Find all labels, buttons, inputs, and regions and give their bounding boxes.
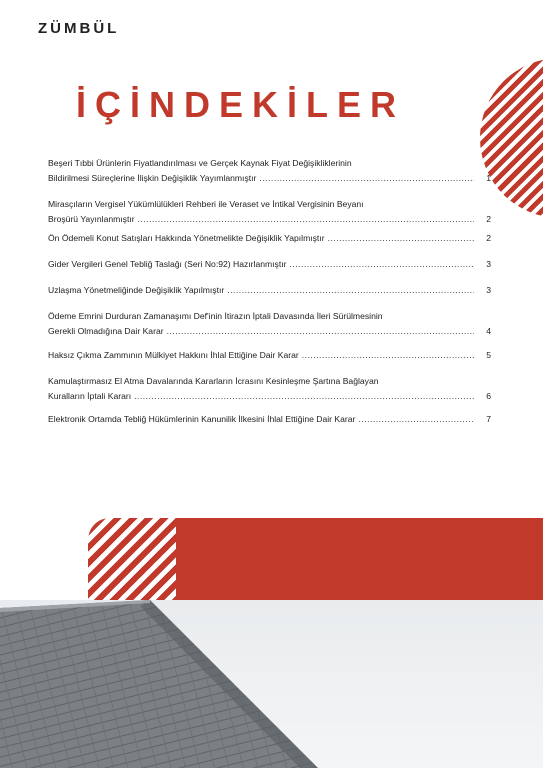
toc-page-number: 2 xyxy=(486,233,491,243)
toc-entry-title: Uzlaşma Yönetmeliğinde Değişiklik Yapılmıştır xyxy=(48,285,225,295)
striped-decoration xyxy=(88,518,178,602)
toc-entry[interactable] xyxy=(48,412,491,427)
toc-entry[interactable] xyxy=(48,197,491,227)
toc-entry-title: Ön Ödemeli Konut Satışları Hakkında Yönetmelikte Değişiklik Yapılmıştır xyxy=(48,233,325,243)
decorative-band xyxy=(88,518,543,602)
leader-dots xyxy=(290,257,475,272)
building-illustration xyxy=(0,600,543,768)
leader-dots xyxy=(259,171,474,186)
toc-page-number: 7 xyxy=(486,414,491,424)
toc-entry-title-line2: Bildirilmesi Süreçlerine İlişkin Değişiklik Yayımlanmıştır xyxy=(48,173,257,183)
toc-entry-title-line2: Gerekli Olmadığına Dair Karar xyxy=(48,326,164,336)
toc-entry-title-line2: Broşürü Yayınlanmıştır xyxy=(48,214,135,224)
toc-page-number: 5 xyxy=(486,350,491,360)
toc-entry[interactable] xyxy=(48,156,491,186)
leader-dots xyxy=(138,212,474,227)
toc-entry-title-line1: Beşeri Tıbbi Ürünlerin Fiyatlandırılması ve Gerçek Kaynak Fiyat Değişikliklerinin xyxy=(48,158,352,168)
toc-page-number: 6 xyxy=(486,391,491,401)
toc-page-number: 3 xyxy=(486,285,491,295)
striped-circle-decoration xyxy=(480,58,543,218)
toc-entry[interactable] xyxy=(48,231,491,246)
toc-entry[interactable] xyxy=(48,309,491,339)
toc-entry-title: Haksız Çıkma Zammının Mülkiyet Hakkını İhlal Ettiğine Dair Karar xyxy=(48,350,299,360)
toc-entry-title: Gider Vergileri Genel Tebliğ Taslağı (Seri No:92) Hazırlanmıştır xyxy=(48,259,287,269)
building-photo xyxy=(0,600,543,768)
toc-entry[interactable] xyxy=(48,283,491,298)
leader-dots xyxy=(328,231,474,246)
toc-page-number: 3 xyxy=(486,259,491,269)
toc-entry[interactable] xyxy=(48,257,491,272)
page-title: İÇİNDEKİLER xyxy=(76,84,406,125)
leader-dots xyxy=(302,348,474,363)
leader-dots xyxy=(227,283,474,298)
toc-entry[interactable] xyxy=(48,374,491,404)
toc-entry-title-line1: Mirasçıların Vergisel Yükümlülükleri Rehberi ile Veraset ve İntikal Vergisinin Beyanı xyxy=(48,199,364,209)
red-block-decoration xyxy=(176,518,543,602)
brand-name: ZÜMBÜL xyxy=(38,20,120,37)
toc-page-number: 1 xyxy=(486,173,491,183)
leader-dots xyxy=(167,324,474,339)
toc-entry-title-line2: Kuralların İptali Kararı xyxy=(48,391,132,401)
toc-entry-title: Elektronik Ortamda Tebliğ Hükümlerinin Kanunilik İlkesini İhlal Ettiğine Dair Karar xyxy=(48,414,356,424)
toc-entry-title-line1: Ödeme Emrini Durduran Zamanaşımı Def'inin İtirazın İptali Davasında İleri Sürülmesinin xyxy=(48,311,383,321)
toc-page-number: 2 xyxy=(486,214,491,224)
toc-entry-title-line1: Kamulaştırmasız El Atma Davalarında Kararların İcrasını Kesinleşme Şartına Bağlayan xyxy=(48,376,379,386)
leader-dots xyxy=(358,412,474,427)
leader-dots xyxy=(134,389,474,404)
toc-page-number: 4 xyxy=(486,326,491,336)
toc-entry[interactable] xyxy=(48,348,491,363)
